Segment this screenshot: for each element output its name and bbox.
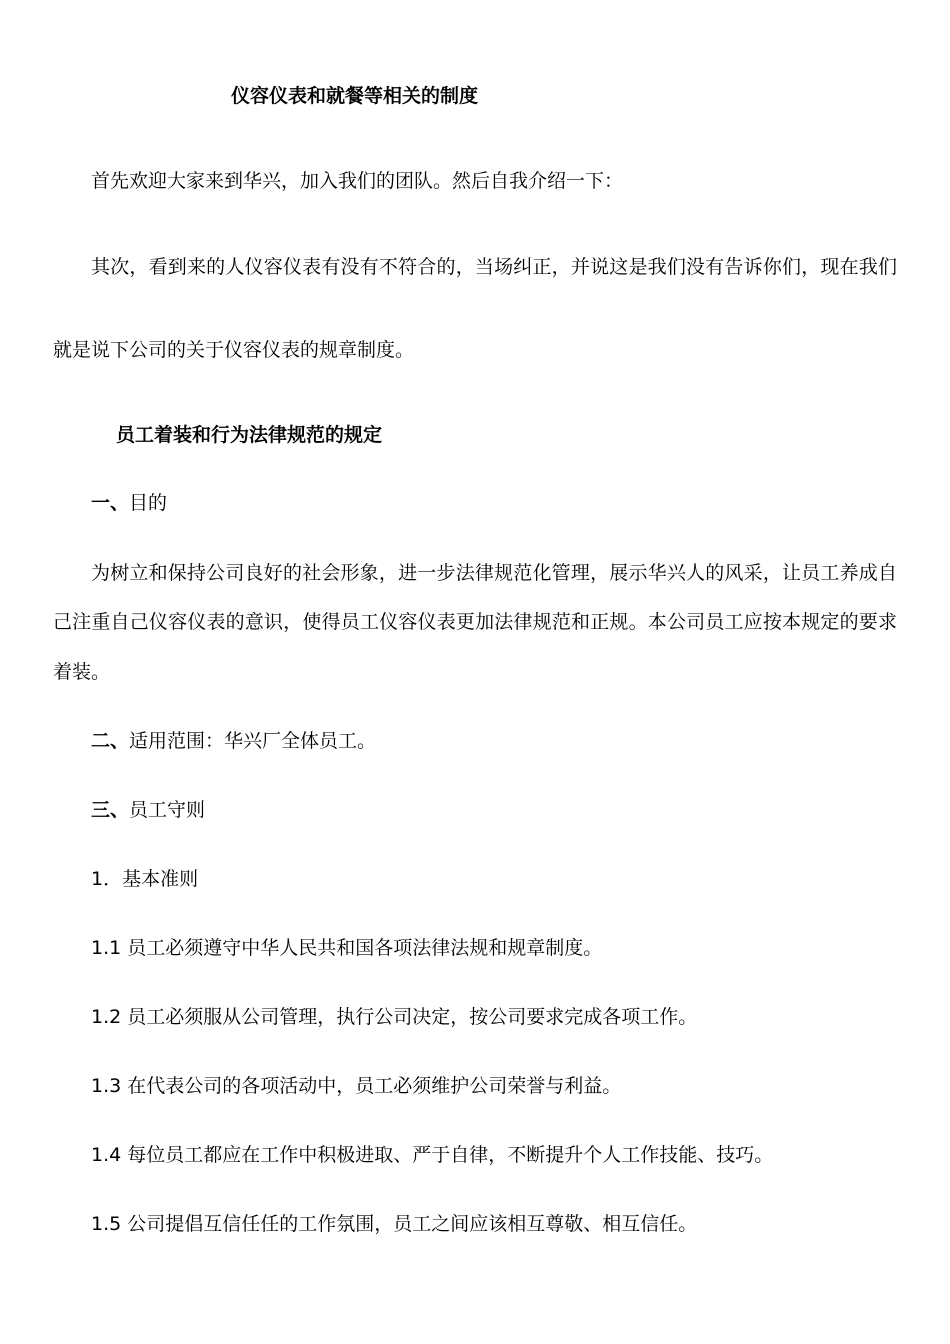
purpose-paragraph-line-1: 为树立和保持公司良好的社会形象，进一步法律规范化管理，展示华兴人的风采，让员工养成自 — [91, 562, 897, 584]
rule-item: 1.2 员工必须服从公司管理，执行公司决定，按公司要求完成各项工作。 — [91, 1006, 698, 1028]
intro-paragraph-2-line-2: 就是说下公司的关于仪容仪表的规章制度。 — [53, 339, 415, 361]
intro-paragraph-2-line-1: 其次，看到来的人仪容仪表有没有不符合的，当场纠正，并说这是我们没有告诉你们，现在我们 — [91, 256, 897, 278]
heading-number: 一、 — [91, 492, 130, 514]
purpose-paragraph-line-2: 己注重自己仪容仪表的意识，使得员工仪容仪表更加法律规范和正规。本公司员工应按本规定的要求 — [53, 611, 897, 633]
heading-text: 适用范围：华兴厂全体员工。 — [129, 730, 377, 752]
sub-heading-basic-rules: 1．基本准则 — [91, 868, 199, 890]
rule-item: 1.3 在代表公司的各项活动中，员工必须维护公司荣誉与利益。 — [91, 1075, 622, 1097]
heading-rules — [91, 801, 205, 820]
purpose-paragraph-line-3: 着装。 — [53, 661, 111, 683]
rule-item: 1.4 每位员工都应在工作中积极进取、严于自律，不断提升个人工作技能、技巧。 — [91, 1144, 774, 1166]
intro-paragraph-1: 首先欢迎大家来到华兴，加入我们的团队。然后自我介绍一下： — [91, 170, 624, 192]
heading-text: 员工守则 — [129, 799, 206, 821]
section-title: 员工着装和行为法律规范的规定 — [116, 424, 383, 446]
heading-number: 二、 — [91, 730, 130, 752]
heading-text: 目的 — [129, 492, 168, 514]
document-title: 仪容仪表和就餐等相关的制度 — [231, 85, 479, 107]
heading-purpose — [91, 494, 167, 513]
heading-scope — [91, 732, 376, 751]
rule-item: 1.5 公司提倡互信任任的工作氛围，员工之间应该相互尊敬、相互信任。 — [91, 1213, 698, 1235]
rule-item: 1.1 员工必须遵守中华人民共和国各项法律法规和规章制度。 — [91, 937, 603, 959]
heading-number: 三、 — [91, 799, 130, 821]
